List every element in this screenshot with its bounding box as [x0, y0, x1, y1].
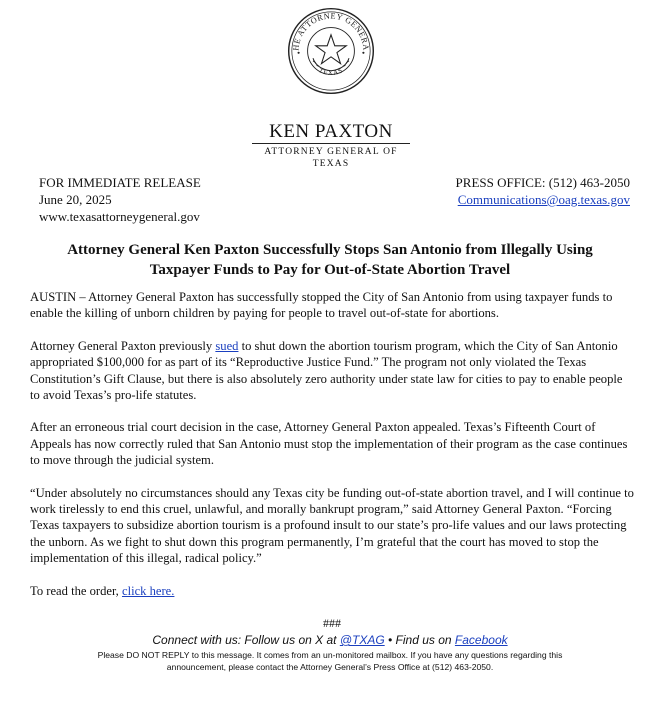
- headline-line-1: Attorney General Ken Paxton Successfully Stops San Antonio from Illegally Using: [67, 242, 593, 258]
- click-here-link[interactable]: click here.: [121, 583, 175, 598]
- release-date: June 20, 2025: [39, 192, 112, 207]
- press-email-link[interactable]: Communications@oag.texas.gov: [457, 192, 630, 207]
- official-name: KEN PAXTON: [269, 121, 393, 142]
- seal-ring-top-text: HE ATTORNEY GENERA: [291, 11, 371, 52]
- title-divider: [252, 143, 410, 144]
- connect-prefix: Connect with us: Follow us on X at: [152, 633, 340, 647]
- facebook-link[interactable]: Facebook: [454, 633, 508, 647]
- release-info: [39, 174, 201, 225]
- press-office-info: [456, 174, 630, 208]
- end-mark: ###: [323, 616, 341, 631]
- x-handle-link[interactable]: @TXAG: [339, 633, 385, 647]
- headline: [30, 240, 630, 280]
- attorney-general-seal-icon: [286, 6, 376, 96]
- paragraph-5: [30, 583, 634, 599]
- paragraph-2-rest: to shut down the abortion tourism program, which the City of San Antonio appropriated $100,000 for as part of its “Reproductive Justice Fund.” The program not only violated the Texas Constitution’s Gift Clause, but there is also absolutely zero authority under state law for cities to pay to enable people to avoid Texas’s pro-life statutes.: [30, 338, 623, 403]
- social-connect-line: [20, 633, 640, 648]
- headline-line-2: Taxpayer Funds to Pay for Out-of-State Abortion Travel: [149, 262, 511, 278]
- release-label: FOR IMMEDIATE RELEASE: [39, 175, 201, 190]
- paragraph-4-quote: “Under absolutely no circumstances should any Texas city be funding out-of-state abortion travel, and I will continue to work tirelessly to end this cruel, unlawful, and morally bankrupt program,” said Attorney General Paxton. “Forcing Texas taxpayers to subsidize abortion tourism is a profound insult to our state’s pro-life values and our laws protecting the unborn. As we fight to shut down this program permanently, I’m grateful that the court has moved to stop the implementation of this illegal, radical policy.”: [30, 485, 634, 566]
- paragraph-3: After an erroneous trial court decision in the case, Attorney General Paxton appealed. Texas’s Fifteenth Court of Appeals has now correctly ruled that San Antonio must stop the implementation of their program as the case continues to move through the judicial system.: [30, 420, 628, 468]
- press-office-phone: PRESS OFFICE: (512) 463-2050: [455, 175, 630, 190]
- connect-middle: • Find us on: [384, 633, 455, 647]
- paragraph-2-start: Attorney General Paxton previously: [30, 338, 216, 353]
- press-release-body: [30, 289, 634, 648]
- notice-line-1: Please DO NOT REPLY to this message. It comes from an un-monitored mailbox. If you have any questions regarding this: [97, 650, 563, 660]
- official-title: ATTORNEY GENERAL OF TEXAS: [264, 147, 398, 169]
- website-text: www.texasattorneygeneral.gov: [39, 209, 200, 224]
- sued-link[interactable]: sued: [215, 338, 239, 353]
- no-reply-notice: [20, 649, 640, 673]
- paragraph-1: AUSTIN – Attorney General Paxton has successfully stopped the City of San Antonio from using taxpayer funds to enable the killing of unborn children by paying for people to travel out-of-state for abortions.: [30, 290, 613, 321]
- notice-line-2: announcement, please contact the Attorney General’s Press Office at (512) 463-2050.: [166, 662, 494, 672]
- seal-ring-bottom-text: TEXAS: [317, 67, 345, 77]
- read-order-text: To read the order,: [30, 583, 122, 598]
- paragraph-2: [30, 338, 634, 404]
- footer: [20, 633, 640, 673]
